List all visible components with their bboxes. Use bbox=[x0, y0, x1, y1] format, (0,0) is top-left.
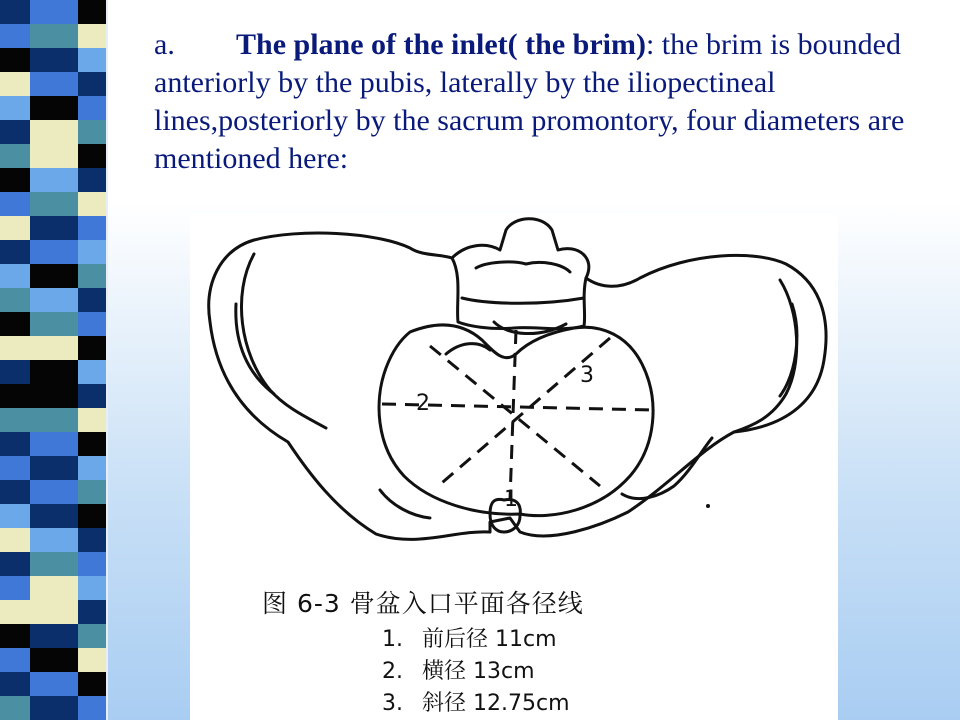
pelvis-inlet-figure bbox=[190, 214, 838, 720]
diameter-label-2: 2 bbox=[416, 391, 430, 416]
legend-text: 横径 13cm bbox=[422, 659, 535, 684]
left-ilium-crest bbox=[241, 254, 326, 428]
legend-number: 3. bbox=[382, 691, 403, 716]
diameter-oblique-right bbox=[430, 346, 600, 486]
legend-item bbox=[382, 624, 570, 656]
legend-item bbox=[382, 656, 570, 688]
paragraph-heading: The plane of the inlet( the brim) bbox=[236, 28, 646, 61]
figure-caption: 图 6-3 骨盆入口平面各径线 bbox=[262, 589, 584, 618]
diameter-label-1: 1 bbox=[504, 487, 518, 512]
legend-number: 2. bbox=[382, 659, 403, 684]
legend-item bbox=[382, 688, 570, 720]
figure-legend bbox=[382, 624, 570, 720]
legend-text: 斜径 12.75cm bbox=[422, 691, 570, 716]
paragraph-body: : the brim is bounded anteriorly by the pubis, laterally by the iliopectineal lines,posteriorly by the sacrum promontory, four diameters are mentioned here: bbox=[154, 28, 905, 175]
diameter-label-3: 3 bbox=[580, 363, 594, 388]
right-ilium-crest bbox=[734, 280, 797, 432]
legend-number: 1. bbox=[382, 627, 403, 652]
decorative-stripe-bar bbox=[0, 0, 112, 720]
legend-text: 前后径 11cm bbox=[422, 627, 557, 652]
diameter-oblique-left bbox=[436, 338, 610, 488]
body-paragraph bbox=[154, 26, 944, 178]
sacrum bbox=[452, 219, 589, 329]
list-marker: a. bbox=[154, 28, 175, 61]
stripe-divider bbox=[106, 0, 108, 720]
